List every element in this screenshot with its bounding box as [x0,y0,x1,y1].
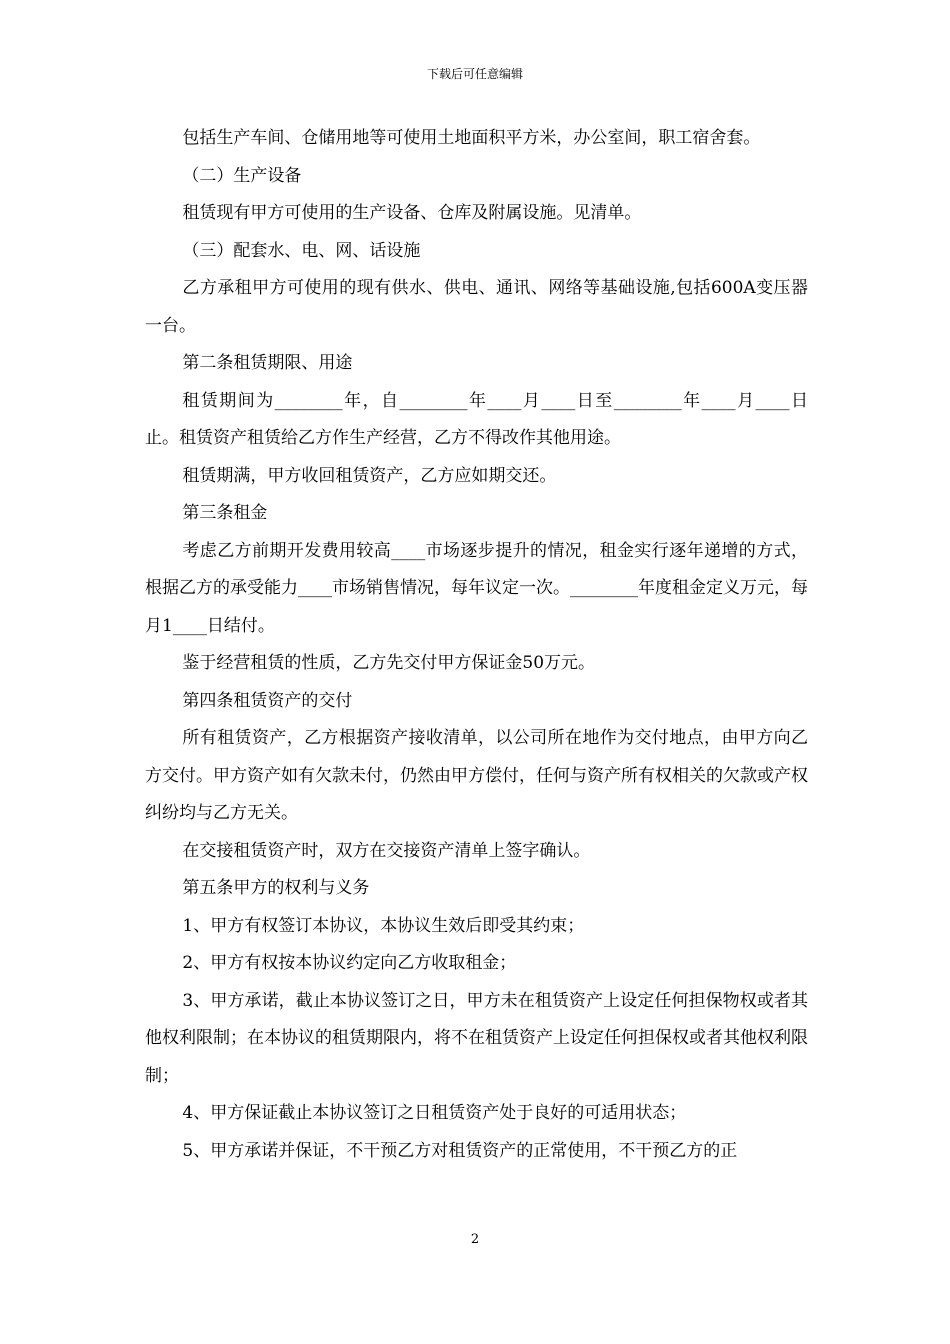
page-header: 下载后可任意编辑 [426,67,523,81]
list-item: 3、甲方承诺，截止本协议签订之日，甲方未在租赁资产上设定任何担保物权或者其他权利限制；在本协议的租赁期限内，将不在租赁资产上设定任何担保权或者其他权利限制； [145,990,808,1086]
paragraph: 所有租赁资产，乙方根据资产接收清单，以公司所在地作为交付地点，由甲方向乙方交付。甲方资产如有欠款未付，仍然由甲方偿付，任何与资产所有权相关的欠款或产权纠纷均与乙方无关。 [145,728,808,823]
paragraph: 在交接租赁资产时，双方在交接资产清单上签字确认。 [182,840,591,861]
paragraph: 乙方承租甲方可使用的现有供水、供电、通讯、网络等基础设施,包括600A变压器一台。 [145,278,808,336]
list-item: 2、甲方有权按本协议约定向乙方收取租金； [182,953,517,973]
list-item: 4、甲方保证截止本协议签订之日租赁资产处于良好的可适用状态； [182,1103,687,1123]
paragraph: 考虑乙方前期开发费用较高____市场逐步提升的情况，租金实行逐年递增的方式，根据乙方的承受能力____市场销售情况，每年议定一次。________年度租金定义万元，每月1____日结付。 [145,540,808,636]
article-heading: 第四条租赁资产的交付 [182,690,353,711]
paragraph: 包括生产车间、仓储用地等可使用土地面积平方米，办公室间，职工宿舍套。 [182,128,761,148]
section-heading: （二）生产设备 [182,165,302,186]
list-item: 1、甲方有权签订本协议，本协议生效后即受其约束； [182,915,585,936]
paragraph: 租赁期满，甲方收回租赁资产，乙方应如期交还。 [182,465,557,486]
article-heading: 第五条甲方的权利与义务 [182,878,370,898]
article-heading: 第二条租赁期限、用途 [182,353,353,373]
document-body [145,120,808,1170]
paragraph: 鉴于经营租赁的性质，乙方先交付甲方保证金50万元。 [182,653,596,673]
article-heading: 第三条租金 [182,503,268,523]
list-item: 5、甲方承诺并保证，不干预乙方对租赁资产的正常使用，不干预乙方的正 [182,1140,738,1161]
paragraph: 租赁期间为________年，自________年____月____日至________年____月____日止。租赁资产租赁给乙方作生产经营，乙方不得改作其他用途。 [145,390,808,448]
page-number: 2 [470,1232,480,1247]
paragraph: 租赁现有甲方可使用的生产设备、仓库及附属设施。见清单。 [182,203,642,223]
section-heading: （三）配套水、电、网、话设施 [182,240,421,261]
